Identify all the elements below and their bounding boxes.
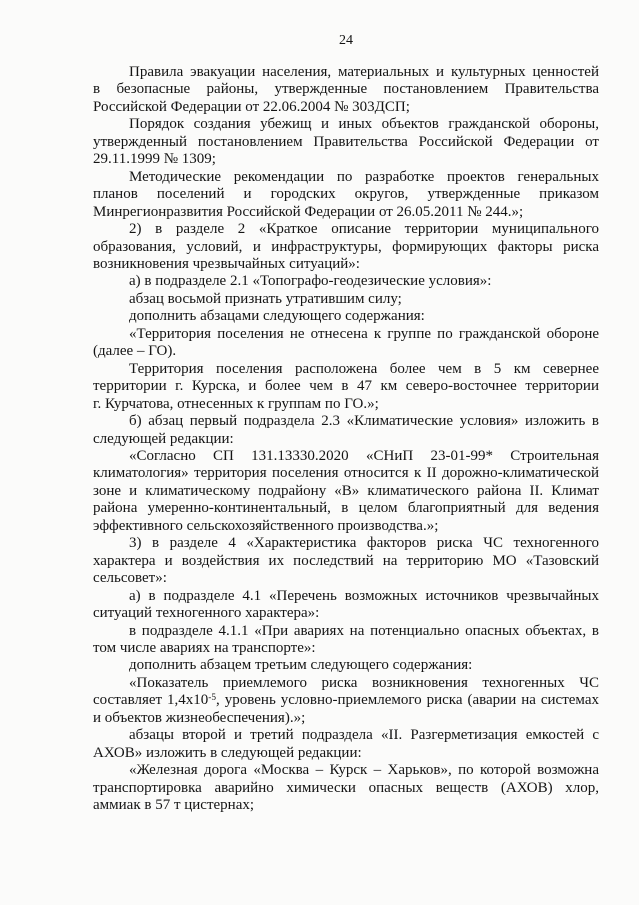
text-line: Методические рекомендации по разработке проектов генеральных	[129, 168, 599, 185]
text-line: «Территория поселения не отнесена к группе по гражданской обороне	[129, 325, 599, 342]
text-line: зоне и климатическому подрайону «В» климатического района II. Климат	[93, 482, 599, 499]
text-line: территории г. Курска, и более чем в 47 км северо-восточнее территории	[93, 378, 599, 395]
text-line: Правила эвакуации населения, материальных и культурных ценностей	[129, 64, 599, 80]
paragraph-civil-defense-group	[93, 326, 599, 361]
paragraph-methodical-recommendations	[93, 169, 599, 221]
text-line: в безопасные районы, утвержденные постановлением Правительства	[93, 81, 599, 98]
paragraph-item-3-section-4	[93, 535, 599, 587]
text-line: Территория поселения расположена более чем в 5 км севернее	[129, 360, 599, 377]
text-line: а) в подразделе 2.1 «Топографо-геодезические условия»:	[129, 273, 492, 290]
text-line: возникновения чрезвычайных ситуаций»:	[93, 255, 360, 272]
paragraph-shelter-procedure	[93, 116, 599, 168]
text-line: б) абзац первый подраздела 2.3 «Климатические условия» изложить в	[129, 413, 599, 430]
text-line: района умеренно-континентальный, в целом благоприятный для ведения	[93, 500, 599, 517]
line-text: составляет 1,4x10	[93, 692, 209, 709]
paragraph-acceptable-risk	[93, 675, 599, 727]
paragraph-subsection-4-1-1	[93, 623, 599, 658]
paragraph-railway	[93, 762, 599, 814]
page-number: 24	[339, 33, 353, 48]
paragraph-subsection-2-1	[93, 273, 599, 290]
text-line: планов поселений и городских округов, утвержденные приказом	[93, 186, 599, 203]
text-line: абзац восьмой признать утратившим силу;	[129, 290, 402, 307]
text-line: 29.11.1999 № 1309;	[93, 151, 216, 168]
text-line: сельсовет»:	[93, 570, 167, 587]
text-line: Порядок создания убежищ и иных объектов гражданской обороны,	[129, 116, 599, 133]
paragraph-item-2-section-2	[93, 221, 599, 273]
text-line: транспортировка аварийно химически опасных веществ (АХОВ) хлор,	[93, 779, 599, 796]
text-line: в подразделе 4.1.1 «При авариях на потенциально опасных объектах, в	[129, 622, 599, 639]
paragraph-repeal-eighth	[93, 291, 599, 308]
text-line: дополнить абзацем третьим следующего содержания:	[129, 657, 473, 674]
text-line: следующей редакции:	[93, 430, 234, 447]
paragraph-subsection-ii	[93, 727, 599, 762]
text-line: дополнить абзацами следующего содержания:	[129, 308, 425, 325]
text-line: утвержденный постановлением Правительства Российской Федерации от	[93, 133, 599, 150]
text-line: образования, условий, и инфраструктуры, формирующих факторы риска	[93, 238, 599, 255]
text-line: «Согласно СП 131.13330.2020 «СНиП 23-01-99* Строительная	[129, 447, 599, 464]
text-line: характера и воздействия их последствий на территорию МО «Тазовский	[93, 552, 599, 569]
paragraph-evacuation-rules	[93, 64, 599, 116]
text-line: том числе авариях на транспорте»:	[93, 639, 316, 656]
text-line: Минрегионразвития Российской Федерации от 26.05.2011 № 244.»;	[93, 203, 524, 220]
text-line: 2) в разделе 2 «Краткое описание территории муниципального	[129, 221, 599, 238]
text-line: Российской Федерации от 22.06.2004 № 303ДСП;	[93, 98, 410, 115]
text-line: АХОВ» изложить в следующей редакции:	[93, 744, 362, 761]
text-line	[93, 692, 599, 709]
text-line: «Показатель приемлемого риска возникновения техногенных ЧС	[129, 674, 599, 691]
text-line: «Железная дорога «Москва – Курск – Харьков», по которой возможна	[129, 762, 599, 779]
document-body	[93, 64, 599, 814]
line-text: , уровень условно-приемлемого риска (аварии на системах	[216, 692, 599, 709]
text-line: 3) в разделе 4 «Характеристика факторов риска ЧС техногенного	[129, 535, 599, 552]
paragraph-add-paragraphs	[93, 308, 599, 325]
text-line: ситуаций техногенного характера»:	[93, 605, 320, 622]
text-line: (далее – ГО).	[93, 343, 177, 360]
paragraph-settlement-location	[93, 361, 599, 413]
text-line: и объектов жизнеобеспечения).»;	[93, 709, 306, 726]
exponent-superscript: -5	[208, 692, 217, 703]
paragraph-add-third	[93, 657, 599, 674]
text-line: аммиак в 57 т цистернах;	[93, 797, 255, 814]
text-line: эффективного сельскохозяйственного производства.»;	[93, 517, 439, 534]
paragraph-subsection-4-1	[93, 588, 599, 623]
text-line: климатология» территория поселения относится к II дорожно-климатической	[93, 465, 599, 482]
text-line: абзацы второй и третий подраздела «II. Разгерметизация емкостей с	[129, 727, 599, 744]
paragraph-subsection-2-3	[93, 413, 599, 448]
text-line: а) в подразделе 4.1 «Перечень возможных источников чрезвычайных	[129, 587, 599, 604]
paragraph-climate	[93, 448, 599, 535]
text-line: г. Курчатова, отнесенных к группам по ГО.»;	[93, 395, 379, 412]
